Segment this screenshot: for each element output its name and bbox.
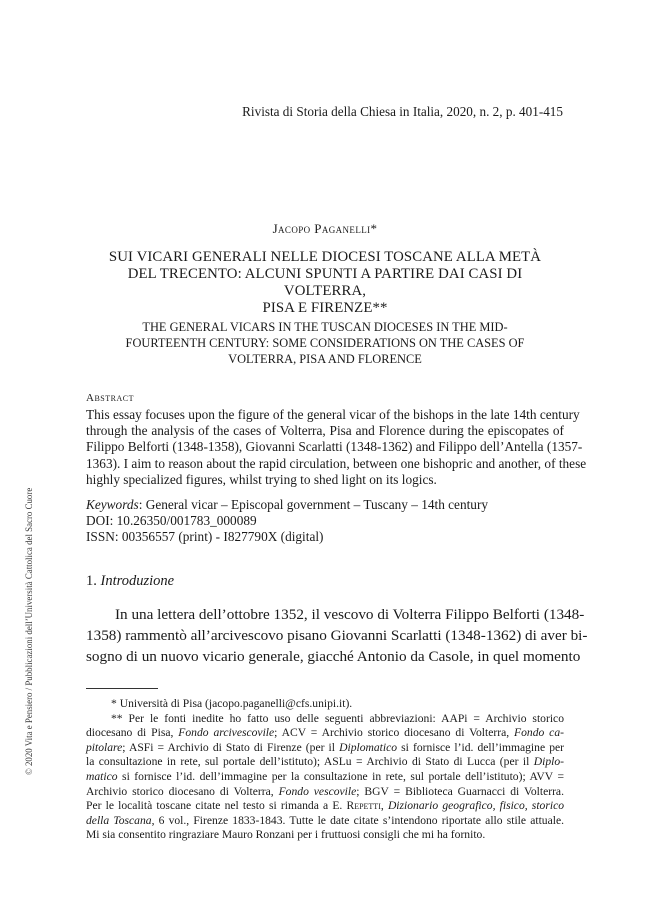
footnote-line: matico si fornisce l’id. dell’immagine per la consultazione in rete, sul portale dell’istituto); AVV =: [86, 769, 564, 783]
italian-title-line: PISA E FIRENZE**: [262, 300, 388, 316]
italian-title: [90, 249, 560, 317]
section-heading: [86, 573, 174, 590]
english-title: [104, 319, 546, 367]
italian-title-line: SUI VICARI GENERALI NELLE DIOCESI TOSCANE ALLA METÀ: [108, 249, 542, 265]
copyright-text: © 2020 Vita e Pensiero / Pubblicazioni dell’Università Cattolica del Sacro Cuore: [24, 487, 34, 775]
footnote-line: la consultazione in rete, sul portale dell’istituto); ASLu = Archivio di Stato di Lucca (per il Diplo-: [86, 755, 564, 769]
italian-title-line: DEL TRECENTO: ALCUNI SPUNTI A PARTIRE DAI CASI DI VOLTERRA,: [127, 266, 523, 299]
footnote-line: pitolare; ASFi = Archivio di Stato di Firenze (per il Diplomatico si fornisce l’id. dell’immagine per: [86, 740, 564, 754]
body-line: sogno di un nuovo vicario generale, giacché Antonio da Casole, in quel momento: [86, 648, 581, 665]
author-name: Jacopo Paganelli*: [272, 221, 378, 236]
issn-line: ISSN: 00356557 (print) - I827790X (digital): [86, 529, 324, 545]
footnote-line: ** Per le fonti inedite ho fatto uso delle seguenti abbreviazioni: AAPi = Archivio storico: [111, 711, 564, 725]
footnote-affiliation: * Università di Pisa (jacopo.paganelli@cfs.unipi.it).: [111, 697, 353, 710]
journal-header: Rivista di Storia della Chiesa in Italia, 2020, n. 2, p. 401-415: [242, 104, 563, 119]
footnote-line: Mi sia consentito ringraziare Mauro Ronzani per i fruttuosi consigli che mi ha fornito.: [86, 828, 486, 842]
footnote-line: Per le località toscane citate nel testo si rimanda a E. Repetti, Dizionario geografico, fisico, storico: [86, 799, 565, 813]
abstract-line: through the analysis of the cases of Volterra, Pisa and Florence during the episcopates of: [86, 423, 564, 439]
keywords-line: [86, 497, 488, 513]
doi-line: DOI: 10.26350/001783_000089: [86, 513, 257, 529]
footnote-line: diocesano di Pisa, Fondo arcivescovile; ACV = Archivio storico diocesano di Volterra, Fondo ca-: [86, 726, 564, 740]
article-metadata: [86, 497, 488, 546]
body-line: In una lettera dell’ottobre 1352, il vescovo di Volterra Filippo Belforti (1348-: [115, 606, 585, 623]
abstract-line: highly specialized figures, whilst trying to shed light on its logics.: [86, 471, 437, 487]
abstract-label: Abstract: [86, 392, 134, 404]
english-title-line: THE GENERAL VICARS IN THE TUSCAN DIOCESES IN THE MID-: [142, 320, 508, 334]
abstract-line: This essay focuses upon the figure of the general vicar of the bishops in the late 14th century: [86, 407, 580, 422]
body-line: 1358) rammentò all’arcivescovo pisano Giovanni Scarlatti (1348-1362) di aver bi-: [86, 627, 588, 644]
body-paragraph: [86, 604, 588, 667]
footnote-line: della Toscana, 6 vol., Firenze 1833-1843. Tutte le date citate s’intendono riportate allo stile attuale.: [86, 813, 565, 827]
english-title-line: FOURTEENTH CENTURY: SOME CONSIDERATIONS ON THE CASES OF: [125, 336, 525, 350]
section-number: 1.: [86, 573, 101, 589]
section-title: Introduzione: [100, 573, 175, 589]
footnotes: [86, 697, 564, 843]
abstract-line: Filippo Belforti (1348-1358), Giovanni Scarlatti (1348-1362) and Filippo dell’Antella (1357-: [86, 439, 583, 455]
footnote-separator: [86, 688, 158, 689]
keywords-text: : General vicar – Episcopal government – Tuscany – 14th century: [138, 497, 489, 512]
keywords-label: Keywords: [86, 497, 139, 512]
abstract-text: [86, 407, 587, 488]
abstract-line: 1363). I aim to reason about the rapid circulation, between one bishopric and another, of these: [86, 455, 587, 471]
english-title-line: VOLTERRA, PISA AND FLORENCE: [228, 352, 422, 366]
footnote-line: Archivio storico diocesano di Volterra, Fondo vescovile; BGV = Biblioteca Guarnacci di Volterra.: [86, 784, 564, 798]
